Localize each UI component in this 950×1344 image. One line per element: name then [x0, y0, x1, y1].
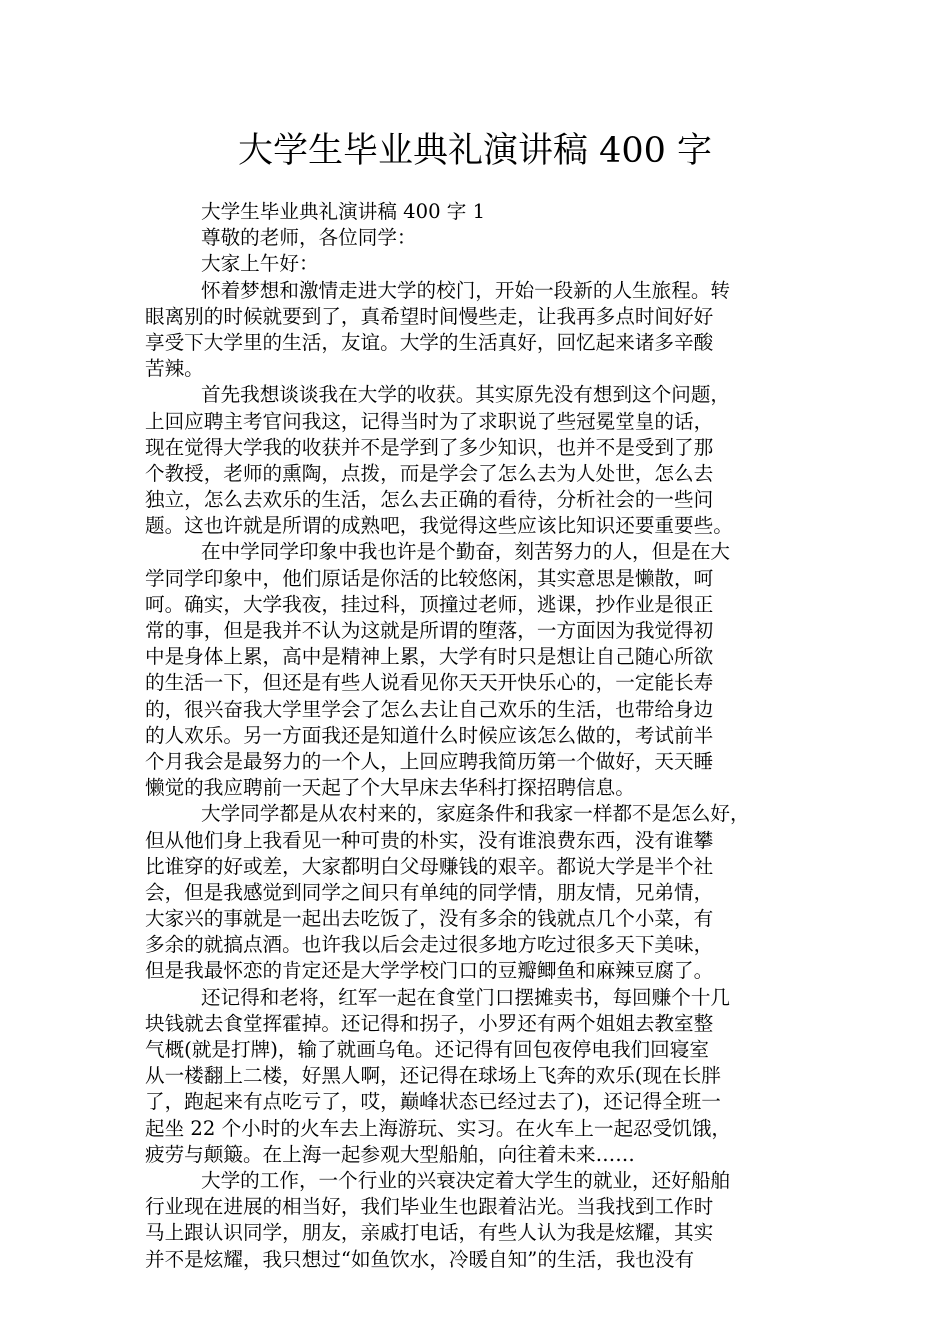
text-line: 但是我最怀恋的肯定还是大学学校门口的豆瓣鲫鱼和麻辣豆腐了。	[145, 959, 714, 983]
text-line: 上回应聘主考官问我这，记得当时为了求职说了些冠冕堂皇的话，	[145, 409, 714, 433]
text-line: 现在觉得大学我的收获并不是学到了多少知识，也并不是受到了那	[145, 435, 714, 459]
text-line: 学同学印象中，他们原话是你活的比较悠闲，其实意思是懒散，呵	[145, 566, 714, 590]
text-line: 苦辣。	[145, 357, 204, 381]
text-line: 懒觉的我应聘前一天起了个大早床去华科打探招聘信息。	[145, 776, 635, 800]
text-line: 常的事，但是我并不认为这就是所谓的堕落，一方面因为我觉得初	[145, 619, 714, 642]
text-line: 怀着梦想和激情走进大学的校门，开始一段新的人生旅程。转	[201, 278, 731, 302]
text-line: 呵。确实，大学我夜，挂过科，顶撞过老师，逃课，抄作业是很正	[145, 592, 714, 616]
text-line: 眼离别的时候就要到了，真希望时间慢些走，让我再多点时间好好	[145, 304, 714, 328]
text-line: 的，很兴奋我大学里学会了怎么去让自己欢乐的生活，也带给身边	[145, 697, 714, 721]
text-line: 大学的工作，一个行业的兴衰决定着大学生的就业，还好船舶	[201, 1168, 731, 1192]
text-line: 首先我想谈谈我在大学的收获。其实原先没有想到这个问题，	[201, 383, 731, 407]
text-line: 会，但是我感觉到同学之间只有单纯的同学情，朋友情，兄弟情，	[145, 880, 714, 904]
text-line: 中是身体上累，高中是精神上累，大学有时只是想让自己随心所欲	[145, 645, 714, 669]
text-line: 比谁穿的好或差，大家都明白父母赚钱的艰辛。都说大学是半个社	[145, 854, 714, 878]
text-line: 起坐 22 个小时的火车去上海游玩、实习。在火车上一起忍受饥饿，	[145, 1116, 732, 1140]
text-line: 的生活一下，但还是有些人说看见你天天开快乐心的，一定能长寿	[145, 671, 714, 695]
text-line: 的人欢乐。另一方面我还是知道什么时候应该怎么做的，考试前半	[145, 723, 714, 747]
text-line: 马上跟认识同学，朋友，亲戚打电话，有些人认为我是炫耀，其实	[145, 1221, 714, 1245]
text-line: 大家兴的事就是一起出去吃饭了，没有多余的钱就点几个小菜，有	[145, 907, 714, 931]
text-line: 还记得和老将，红军一起在食堂门口摆摊卖书，每回赚个十几	[201, 985, 731, 1009]
text-line: 大学同学都是从农村来的，家庭条件和我家一样都不是怎么好，	[201, 802, 750, 826]
text-line: 行业现在进展的相当好，我们毕业生也跟着沾光。当我找到工作时	[145, 1195, 714, 1219]
text-line: 疲劳与颠簸。在上海一起参观大型船舶，向往着未来……	[145, 1142, 635, 1166]
text-line: 从一楼翻上二楼，好黑人啊，还记得在球场上飞奔的欢乐(现在长胖	[145, 1064, 721, 1088]
text-line: 独立，怎么去欢乐的生活，怎么去正确的看待，分析社会的一些问	[145, 488, 714, 512]
text-line: 大学生毕业典礼演讲稿 400 字 1	[201, 200, 486, 223]
text-line: 尊敬的老师，各位同学：	[201, 226, 417, 250]
text-line: 气概(就是打牌)，输了就画乌龟。还记得有回包夜停电我们回寝室	[145, 1038, 709, 1061]
text-line: 享受下大学里的生活，友谊。大学的生活真好，回忆起来诸多辛酸	[145, 330, 714, 354]
text-line: 题。这也许就是所谓的成熟吧，我觉得这些应该比知识还要重要些。	[145, 514, 733, 538]
text-line: 个教授，老师的熏陶，点拨，而是学会了怎么去为人处世，怎么去	[145, 461, 714, 485]
text-line: 块钱就去食堂挥霍掉。还记得和拐子，小罗还有两个姐姐去教室整	[145, 1011, 714, 1035]
text-line: 多余的就搞点酒。也许我以后会走过很多地方吃过很多天下美味，	[145, 933, 714, 957]
document-title: 大学生毕业典礼演讲稿 400 字	[237, 131, 713, 171]
text-line: 大家上午好：	[201, 252, 319, 276]
text-line: 个月我会是最努力的一个人，上回应聘我简历第一个做好，天天睡	[145, 749, 714, 773]
text-line: 并不是炫耀，我只想过“如鱼饮水，冷暖自知”的生活，我也没有	[145, 1247, 695, 1271]
document-body	[145, 199, 811, 1273]
text-line: 但从他们身上我看见一种可贵的朴实，没有谁浪费东西，没有谁攀	[145, 828, 714, 852]
text-line: 在中学同学印象中我也许是个勤奋，刻苦努力的人，但是在大	[201, 540, 731, 564]
text-line: 了，跑起来有点吃亏了，哎，巅峰状态已经过去了)，还记得全班一	[145, 1090, 721, 1114]
